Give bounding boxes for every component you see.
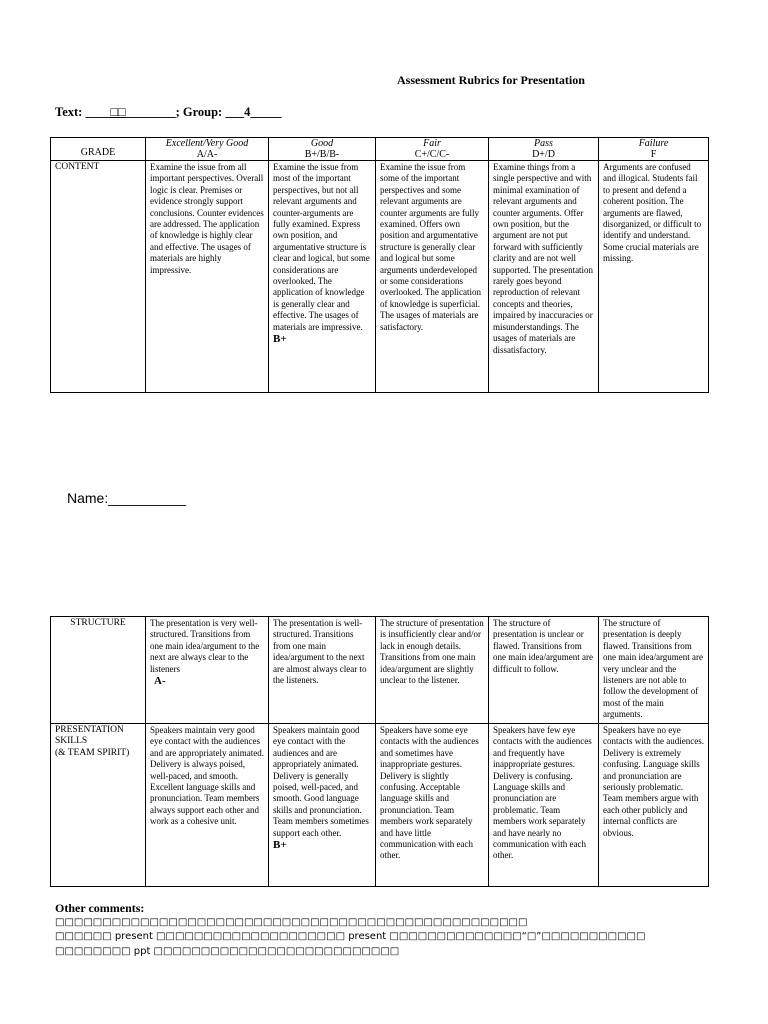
criterion-text: Arguments are confused and illogical. Students fail to present and defend a coherent position. The arguments are flawed, disorganized, or difficult to identify and understand. Some crucial materials are missing. — [603, 162, 702, 264]
structure-label: STRUCTURE — [51, 617, 146, 724]
criterion-text: Examine the issue from most of the important perspectives, but not all relevant arguments and counter-arguments are fully examined. Express own position, and argumentative structure is clear and logical, but some considerations are overlooked. The application of knowledge is generally clear and effective. The usages of materials are impressive. — [273, 162, 370, 332]
header-good — [269, 138, 376, 161]
comment-line: □□□□□□ present □□□□□□□□□□□□□□□□□□□□ present □□□□□□□□□□□□□□“□”□□□□□□□□□□□ — [55, 931, 646, 942]
skills-failure-cell — [599, 724, 709, 887]
structure-grade-mark: A- — [154, 675, 166, 688]
content-excellent-cell — [146, 161, 269, 393]
content-failure-cell — [599, 161, 709, 393]
criterion-text: Speakers have no eye contacts with the audiences. Delivery is extremely confusing. Language skills and pronunciation are seriously problematic. Team members argue with each other publicly and internal conflicts are obvious. — [603, 725, 704, 838]
other-comments — [55, 901, 755, 959]
skills-grade-mark: B+ — [273, 839, 287, 852]
criterion-text: Speakers maintain good eye contact with the audiences and are appropriately animated. Delivery is generally poised, well-paced, and smooth. Good language skills and pronunciation. Team members sometimes support each other. — [273, 725, 369, 838]
structure-excellent-cell — [146, 617, 269, 724]
text-value: □□ — [110, 105, 126, 119]
level-name: Good — [310, 138, 334, 149]
presentation-skills-row — [51, 724, 709, 887]
criterion-text: The presentation is well-structured. Transitions from one main idea/argument to the next are almost always clear to the listeners. — [273, 618, 367, 686]
group-label: ; Group: ___ — [175, 105, 245, 119]
group-value: 4 — [244, 105, 251, 119]
rubric-table-bottom — [50, 616, 709, 887]
content-pass-cell — [489, 161, 599, 393]
name-field: Name:__________ — [67, 490, 187, 506]
level-range: A/A- — [196, 149, 218, 160]
label-line: (& TEAM SPIRIT) — [55, 747, 130, 758]
structure-pass-cell — [489, 617, 599, 724]
label-line: SKILLS — [55, 736, 88, 747]
comment-line: □□□□□□□□□□□□□□□□□□□□□□□□□□□□□□□□□□□□□□□□□□□□□□□□□□ — [55, 916, 528, 928]
presentation-skills-label — [51, 724, 146, 887]
rubric-table-top — [50, 137, 709, 393]
comment-line: □□□□□□□□ ppt □□□□□□□□□□□□□□□□□□□□□□□□□□ — [55, 945, 400, 957]
skills-pass-cell — [489, 724, 599, 887]
group-fill: _____ — [250, 105, 282, 119]
header-excellent — [146, 138, 269, 161]
structure-good-cell — [269, 617, 376, 724]
label-line: PRESENTATION — [55, 725, 124, 735]
criterion-text: Speakers have few eye contacts with the audiences and frequently have inappropriate gestures. Delivery is confusing. Language skills and pronunciation are problematic. Team members work separately and have nearly no communication with each other. — [493, 725, 592, 861]
criterion-text: The structure of presentation is insufficiently clear and/or lack in enough details. Transitions from one main idea/argument are slightly unclear to the listener. — [380, 618, 484, 686]
text-group-line — [55, 105, 282, 120]
criterion-text: Speakers maintain very good eye contact with the audiences and are appropriately animated. Delivery is always poised, well-paced, and smooth. Excellent language skills and pronunciation. Team members always support each other and work as a cohesive unit. — [150, 725, 264, 827]
header-failure — [599, 138, 709, 161]
skills-fair-cell — [376, 724, 489, 887]
level-range: F — [650, 149, 657, 160]
text-label: Text: ____ — [55, 105, 111, 119]
content-grade-mark: B+ — [273, 333, 287, 346]
level-range: D+/D — [532, 149, 555, 160]
grade-header-cell — [51, 138, 146, 161]
skills-excellent-cell — [146, 724, 269, 887]
level-range: B+/B/B- — [304, 149, 340, 160]
structure-row — [51, 617, 709, 724]
criterion-text: The presentation is very well-structured. Transitions from one main idea/argument to the next are always clear to the listeners — [150, 618, 260, 674]
criterion-text: The structure of presentation is deeply flawed. Transitions from one main idea/argument are very unclear and the listeners are not able to follow the development of most of the main arguments. — [603, 618, 704, 720]
content-good-cell — [269, 161, 376, 393]
header-row — [51, 138, 709, 161]
content-row — [51, 161, 709, 393]
criterion-text: Speakers have some eye contacts with the audiences and sometimes have inappropriate gestures. Delivery is slightly confusing. Acceptable language skills and pronunciation. Team members work separately and have little communication with each other. — [380, 725, 479, 861]
criterion-text: The structure of presentation is unclear or flawed. Transitions from one main idea/argument are difficult to follow. — [493, 618, 594, 674]
level-name: Pass — [534, 138, 553, 149]
criterion-text: Examine the issue from some of the important perspectives and some relevant arguments are counter arguments are fully examined. Offers own position and argumentative structure is generally clear and logical but some arguments underdeveloped or some considerations overlooked. The application of knowledge is superficial. The usages of materials are satisfactory. — [380, 162, 482, 332]
header-pass — [489, 138, 599, 161]
content-fair-cell — [376, 161, 489, 393]
criterion-text: Examine things from a single perspective and with minimal examination of relevant arguments and counter arguments. Offer own position, but the argument are not put forward with sufficiently clarity and are not well supported. The presentation rarely goes beyond reproduction of relevant concepts and theories, impaired by inaccuracies or misunderstandings. The usages of materials are dissatisfactory. — [493, 162, 594, 355]
skills-good-cell — [269, 724, 376, 887]
level-name: Fair — [423, 138, 441, 149]
level-range: C+/C/C- — [414, 149, 450, 160]
text-fill: ________ — [125, 105, 176, 119]
criterion-text: Examine the issue from all important perspectives. Overall logic is clear. Premises or evidence strongly support conclusions. Counter evidences are addressed. The application of knowledge is highly clear and effective. The usages of materials are highly impressive. — [150, 162, 264, 275]
level-name: Failure — [638, 138, 669, 149]
document-title: Assessment Rubrics for Presentation — [397, 73, 585, 87]
content-label: CONTENT — [51, 161, 146, 393]
grade-label: GRADE — [80, 147, 116, 158]
header-fair — [376, 138, 489, 161]
structure-fair-cell — [376, 617, 489, 724]
structure-failure-cell — [599, 617, 709, 724]
level-name: Excellent/Very Good — [165, 138, 249, 149]
comments-heading: Other comments: — [55, 901, 145, 915]
